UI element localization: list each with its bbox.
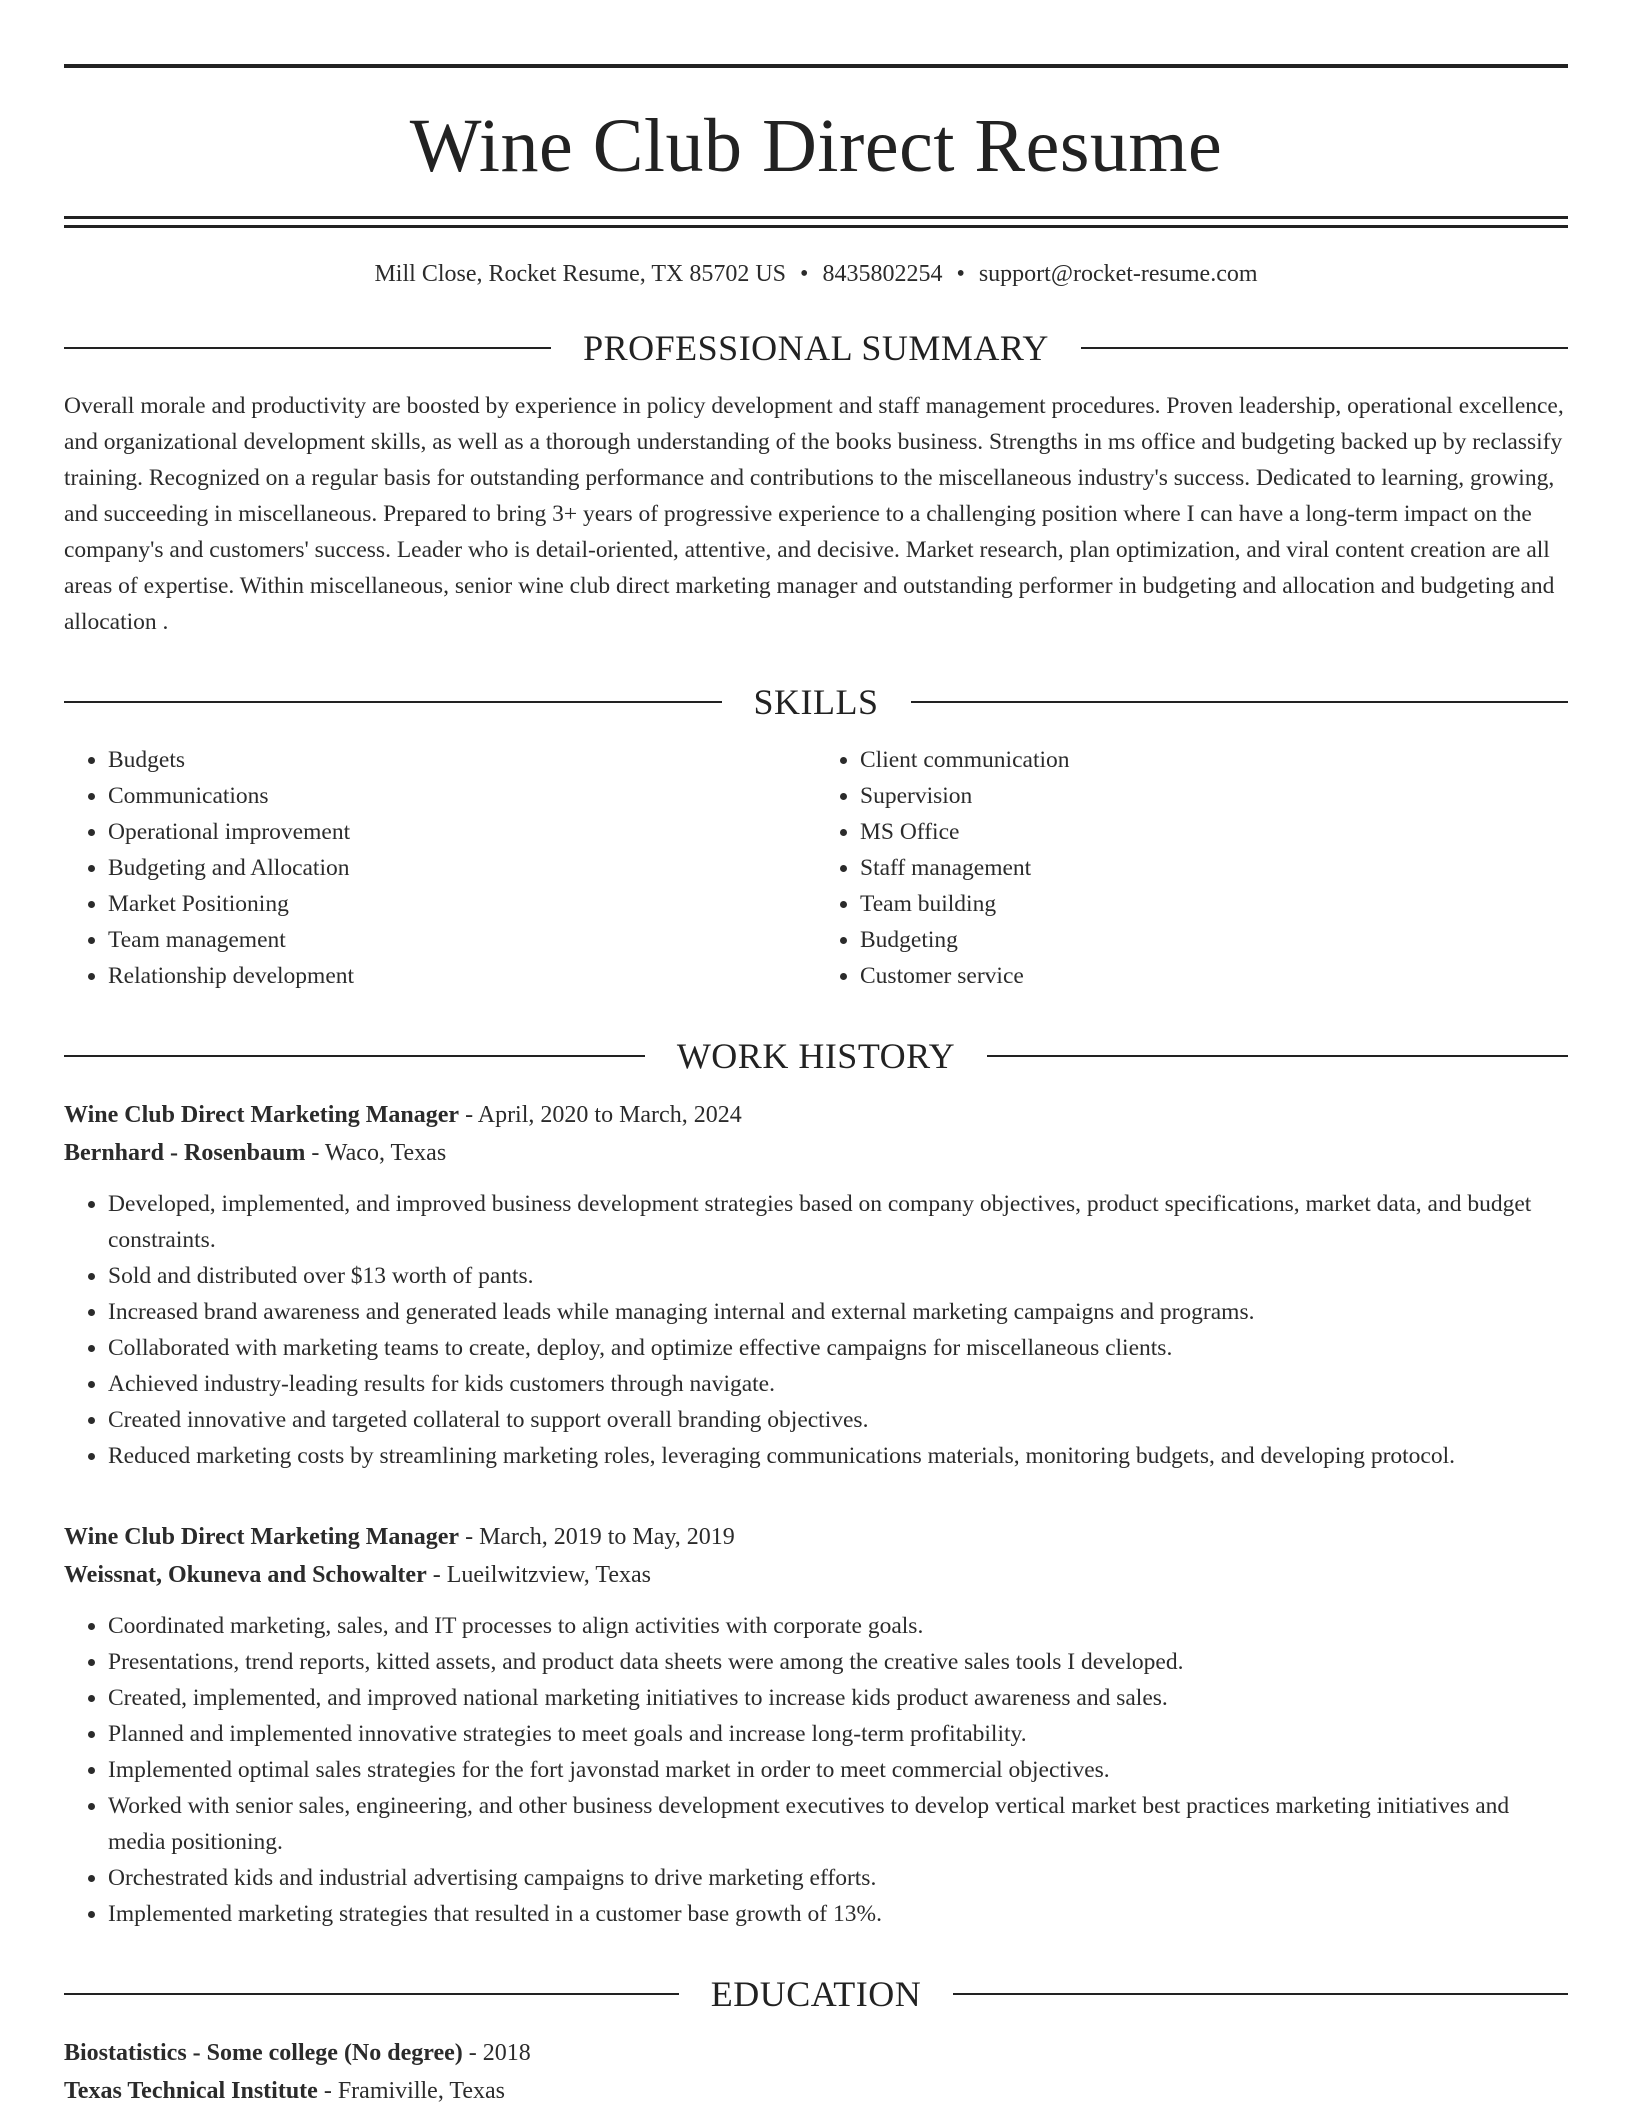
title-double-rule: [64, 216, 1568, 228]
summary-text: Overall morale and productivity are boosted by experience in policy development and staff management procedures. Proven leadership, operational excellence, and organizational development skills, as well as a thorough understanding of the books business. Strengths in ms office and budgeting backed up by reclassify training. Recognized on a regular basis for outstanding performance and contributions to the miscellaneous industry's success. Dedicated to learning, growing, and succeeding in miscellaneous. Prepared to bring 3+ years of progressive experience to a challenging position where I can have a long-term impact on the company's and customers' success. Leader who is detail-oriented, attentive, and decisive. Market research, plan optimization, and viral content creation are all areas of expertise. Within miscellaneous, senior wine club direct marketing manager and outstanding performer in budgeting and allocation and budgeting and allocation .: [64, 393, 1564, 635]
heading-rule-left: [64, 701, 722, 703]
job-bullet: • Sold and distributed over $13 worth of pants.: [108, 1258, 1568, 1294]
job-dates: April, 2020 to March, 2024: [477, 1102, 742, 1128]
skill-item: • Budgets: [108, 742, 816, 778]
job-bullet: • Reduced marketing costs by streamlining marketing roles, leveraging communications materials, monitoring budgets, and developing protocol.: [108, 1438, 1568, 1474]
work-heading: [64, 1038, 1568, 1074]
job-location: Waco, Texas: [324, 1140, 447, 1166]
job-bullet: • Worked with senior sales, engineering, and other business development executives to develop vertical market best practices marketing initiatives and media positioning.: [108, 1788, 1568, 1860]
skill-item: • Budgeting: [860, 922, 1568, 958]
dash: -: [459, 1102, 478, 1128]
education-degree-line: [64, 2034, 1568, 2072]
skill-item: • Communications: [108, 778, 816, 814]
job-bullet: • Collaborated with marketing teams to create, deploy, and optimize effective campaigns for miscellaneous clients.: [108, 1330, 1568, 1366]
education-heading: [64, 1976, 1568, 2012]
job-bullet: • Increased brand awareness and generated leads while managing internal and external marketing campaigns and programs.: [108, 1294, 1568, 1330]
heading-rule-left: [64, 1055, 645, 1057]
contact-separator: •: [800, 261, 809, 287]
job-bullet: • Implemented optimal sales strategies for the fort javonstad market in order to meet commercial objectives.: [108, 1752, 1568, 1788]
job-company: Weissnat, Okuneva and Schowalter: [64, 1562, 427, 1588]
skills-heading-label: SKILLS: [753, 682, 879, 722]
skills-list-right: [816, 742, 1568, 994]
skills-list-left: [64, 742, 816, 994]
job-company: Bernhard - Rosenbaum: [64, 1140, 306, 1166]
education-school-line: [64, 2072, 1568, 2110]
job-company-line: [64, 1556, 1568, 1594]
skill-item: • Staff management: [860, 850, 1568, 886]
heading-rule-right: [953, 1993, 1568, 1995]
job-entry: [64, 1096, 1568, 1474]
education-heading-label: EDUCATION: [710, 1974, 922, 2014]
skill-item: • Budgeting and Allocation: [108, 850, 816, 886]
job-title: Wine Club Direct Marketing Manager: [64, 1102, 460, 1128]
education-year: 2018: [482, 2040, 531, 2066]
job-bullet: • Planned and implemented innovative strategies to meet goals and increase long-term profitability.: [108, 1716, 1568, 1752]
summary-heading-label: PROFESSIONAL SUMMARY: [583, 328, 1049, 368]
education-degree: Biostatistics - Some college (No degree): [64, 2040, 463, 2066]
skill-item: • MS Office: [860, 814, 1568, 850]
page-title: Wine Club Direct Resume: [409, 104, 1223, 188]
heading-rule-left: [64, 1993, 679, 1995]
skill-item: • Relationship development: [108, 958, 816, 994]
job-bullet: • Developed, implemented, and improved business development strategies based on company objectives, product specifications, market data, and budget constraints.: [108, 1186, 1568, 1258]
contact-separator: •: [956, 261, 965, 287]
job-title-line: [64, 1096, 1568, 1134]
job-bullets: [64, 1186, 1568, 1474]
education-entry: [64, 2034, 1568, 2110]
job-entry: [64, 1518, 1568, 1932]
job-bullet: • Orchestrated kids and industrial advertising campaigns to drive marketing efforts.: [108, 1860, 1568, 1896]
skills-columns: [64, 742, 1568, 994]
work-heading-label: WORK HISTORY: [676, 1036, 956, 1076]
contact-address: Mill Close, Rocket Resume, TX 85702 US: [374, 261, 787, 287]
job-dates: March, 2019 to May, 2019: [479, 1524, 735, 1550]
job-title-line: [64, 1518, 1568, 1556]
heading-rule-left: [64, 347, 551, 349]
skill-item: • Supervision: [860, 778, 1568, 814]
job-bullets: [64, 1608, 1568, 1932]
contact-email: support@rocket-resume.com: [978, 261, 1258, 287]
dash: -: [426, 1562, 447, 1588]
dash: -: [317, 2078, 338, 2104]
job-company-line: [64, 1134, 1568, 1172]
skill-item: • Operational improvement: [108, 814, 816, 850]
skill-item: • Team building: [860, 886, 1568, 922]
summary-heading: [64, 330, 1568, 366]
education-school: Texas Technical Institute: [64, 2078, 318, 2104]
job-bullet: • Created, implemented, and improved national marketing initiatives to increase kids product awareness and sales.: [108, 1680, 1568, 1716]
heading-rule-right: [1081, 347, 1568, 349]
job-title: Wine Club Direct Marketing Manager: [64, 1524, 460, 1550]
skill-item: • Customer service: [860, 958, 1568, 994]
education-location: Framiville, Texas: [337, 2078, 506, 2104]
job-bullet: • Achieved industry-leading results for kids customers through navigate.: [108, 1366, 1568, 1402]
skill-item: • Market Positioning: [108, 886, 816, 922]
contact-line: [64, 262, 1568, 286]
dash: -: [462, 2040, 483, 2066]
job-bullet: • Created innovative and targeted collateral to support overall branding objectives.: [108, 1402, 1568, 1438]
skill-item: • Client communication: [860, 742, 1568, 778]
dash: -: [459, 1524, 480, 1550]
dash: -: [305, 1140, 325, 1166]
heading-rule-right: [911, 701, 1569, 703]
heading-rule-right: [987, 1055, 1568, 1057]
skill-item: • Team management: [108, 922, 816, 958]
job-bullet: • Presentations, trend reports, kitted assets, and product data sheets were among the creative sales tools I developed.: [108, 1644, 1568, 1680]
job-bullet: • Implemented marketing strategies that resulted in a customer base growth of 13%.: [108, 1896, 1568, 1932]
contact-phone: 8435802254: [822, 261, 943, 287]
skills-heading: [64, 684, 1568, 720]
job-location: Lueilwitzview, Texas: [446, 1562, 651, 1588]
job-bullet: • Coordinated marketing, sales, and IT processes to align activities with corporate goals.: [108, 1608, 1568, 1644]
top-rule: [64, 64, 1568, 68]
